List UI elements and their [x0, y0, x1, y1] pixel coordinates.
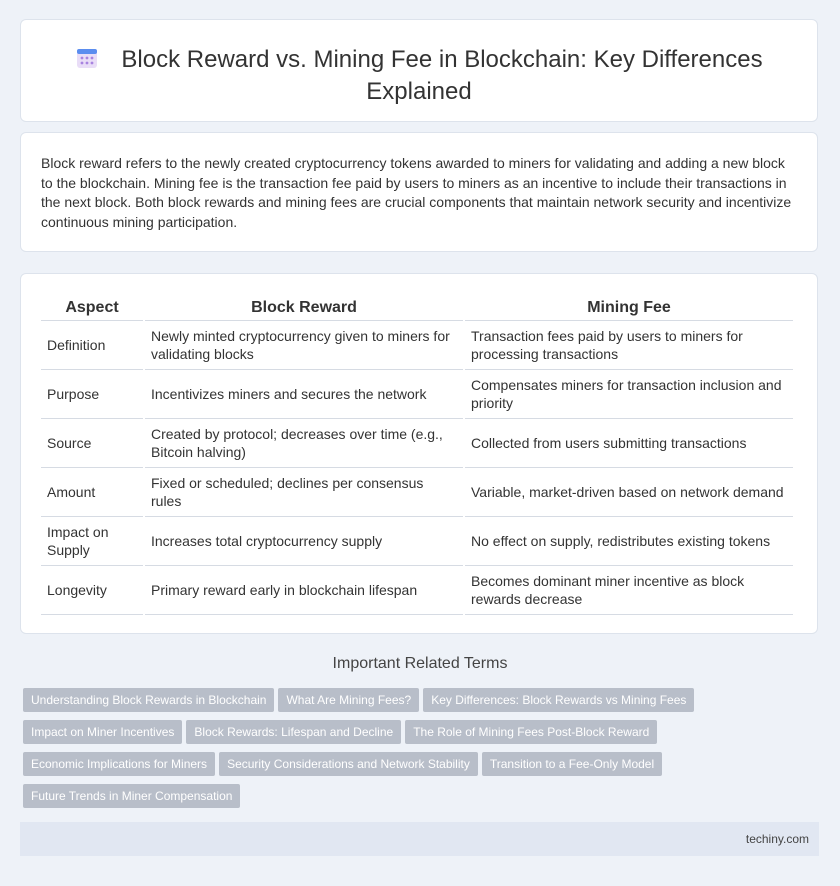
related-term-tag[interactable]: Economic Implications for Miners: [23, 752, 215, 776]
page-title: Block Reward vs. Mining Fee in Blockchain: Key Differences Explained: [121, 46, 763, 105]
intro-paragraph: Block reward refers to the newly created cryptocurrency tokens awarded to miners for validating and adding a new block to the blockchain. Mining fee is the transaction fee paid by users to miners as an incentive to include their transactions in the next block. Both block rewards and mining fees are crucial components that maintain network security and incentivize continuous mining participation.: [41, 155, 792, 230]
header-card: [20, 19, 818, 122]
page-title-wrap: [69, 45, 769, 106]
table-cell-block-reward: Incentivizes miners and secures the network: [145, 370, 463, 419]
related-term-tag[interactable]: Block Rewards: Lifespan and Decline: [186, 720, 401, 744]
table-row: [41, 517, 793, 566]
related-term-tag[interactable]: What Are Mining Fees?: [278, 688, 419, 712]
header-mining-fee: Mining Fee: [465, 296, 793, 321]
table-row: [41, 468, 793, 517]
intro-card: [20, 132, 818, 252]
related-term-tag[interactable]: Understanding Block Rewards in Blockchain: [23, 688, 274, 712]
table-cell-mining-fee: Compensates miners for transaction inclusion and priority: [465, 370, 793, 419]
related-term-tag[interactable]: Impact on Miner Incentives: [23, 720, 182, 744]
related-terms-list: [23, 688, 803, 816]
calendar-icon: [75, 46, 99, 77]
table-cell-aspect: Definition: [41, 321, 143, 370]
table-cell-aspect: Impact on Supply: [41, 517, 143, 566]
table-cell-block-reward: Primary reward early in blockchain lifespan: [145, 566, 463, 615]
footer: [20, 822, 819, 856]
table-row: [41, 419, 793, 468]
table-cell-block-reward: Created by protocol; decreases over time (e.g., Bitcoin halving): [145, 419, 463, 468]
table-cell-block-reward: Newly minted cryptocurrency given to miners for validating blocks: [145, 321, 463, 370]
table-cell-mining-fee: No effect on supply, redistributes existing tokens: [465, 517, 793, 566]
table-cell-aspect: Longevity: [41, 566, 143, 615]
header-aspect: Aspect: [41, 296, 143, 321]
table-cell-mining-fee: Variable, market-driven based on network demand: [465, 468, 793, 517]
related-term-tag[interactable]: Key Differences: Block Rewards vs Mining Fees: [423, 688, 694, 712]
related-terms-heading: Important Related Terms: [332, 655, 508, 672]
table-cell-aspect: Amount: [41, 468, 143, 517]
table-cell-mining-fee: Becomes dominant miner incentive as block rewards decrease: [465, 566, 793, 615]
table-cell-aspect: Source: [41, 419, 143, 468]
header-block-reward: Block Reward: [145, 296, 463, 321]
related-term-tag[interactable]: The Role of Mining Fees Post-Block Reward: [405, 720, 657, 744]
table-cell-mining-fee: Collected from users submitting transactions: [465, 419, 793, 468]
related-term-tag[interactable]: Security Considerations and Network Stability: [219, 752, 478, 776]
table-row: [41, 566, 793, 615]
table-cell-mining-fee: Transaction fees paid by users to miners for processing transactions: [465, 321, 793, 370]
table-cell-block-reward: Increases total cryptocurrency supply: [145, 517, 463, 566]
comparison-card: [20, 273, 818, 634]
table-cell-block-reward: Fixed or scheduled; declines per consensus rules: [145, 468, 463, 517]
comparison-table: [39, 296, 795, 615]
table-cell-aspect: Purpose: [41, 370, 143, 419]
related-term-tag[interactable]: Transition to a Fee-Only Model: [482, 752, 662, 776]
table-row: [41, 321, 793, 370]
table-header-row: [41, 296, 793, 321]
related-term-tag[interactable]: Future Trends in Miner Compensation: [23, 784, 240, 808]
footer-site-link[interactable]: techiny.com: [745, 832, 809, 846]
table-row: [41, 370, 793, 419]
